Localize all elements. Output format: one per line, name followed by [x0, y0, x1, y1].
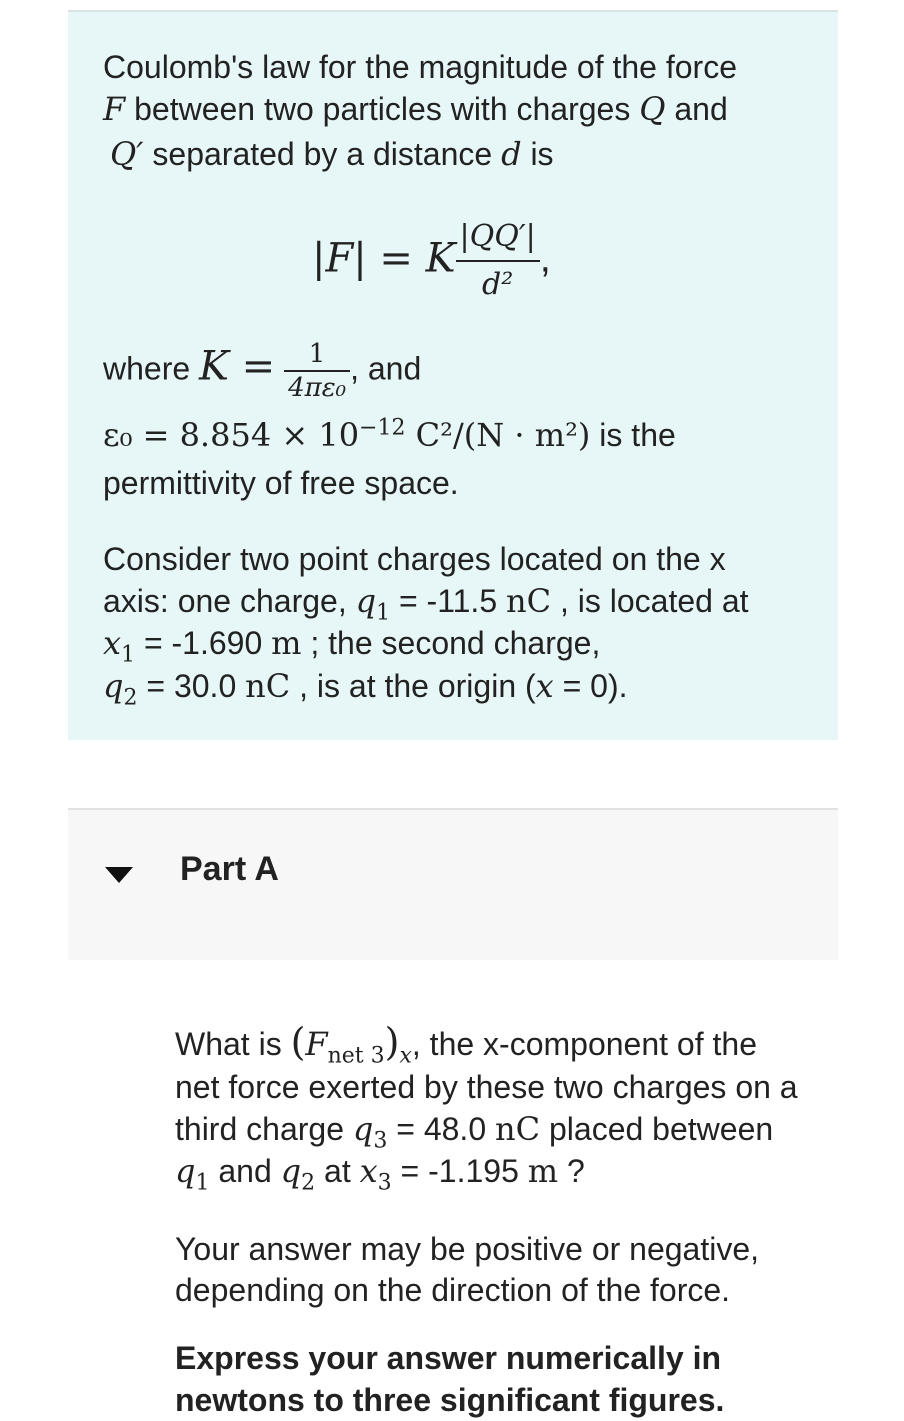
consider-line-2: axis: one charge, $q_1 = -11.5$ nC , is located at [103, 582, 749, 626]
intro-line-1: Coulomb's law for the magnitude of the force [103, 49, 737, 85]
instruction-line-1: Express your answer numerically in [175, 1340, 722, 1376]
coulomb-formula: |F| = K $\frac{|QQ'|}{\text{d²}}$ , [312, 214, 551, 308]
part-title: Part A [180, 850, 279, 888]
question-line-2: net force exerted by these two charges on a [175, 1069, 798, 1105]
question-line-3: third charge $q_3 = 48.0$ nC placed between [175, 1110, 774, 1154]
note-line-2: depending on the direction of the force. [175, 1272, 731, 1308]
question-line-1: What is $(F_{net 3})_x$, the x-component of the [175, 1020, 757, 1069]
question-line-4: $q_1$ and $q_2$ at $x_3 = -1.195$ m ? [175, 1152, 585, 1196]
part-a-header[interactable] [68, 808, 838, 960]
consider-line-1: Consider two point charges located on the x [103, 541, 726, 577]
instruction-line-2: newtons to three significant figures. [175, 1382, 725, 1418]
caret-down-icon[interactable] [105, 867, 133, 883]
permittivity-line: permittivity of free space. [103, 465, 459, 501]
k-definition: where K = $\frac{1}{\text{4πε₀}}$ , and [103, 339, 422, 403]
epsilon-definition: $\varepsilon_0 = 8.854 \times 10^{-12}$ C²/(N · m²) is the [103, 415, 676, 454]
consider-line-4: $q_2 = 30.0$ nC , is at the origin (x = 0). [103, 667, 628, 711]
consider-line-3: $x_1 = -1.690$ m ; the second charge, [103, 624, 601, 668]
intro-line-2: F between two particles with charges Q and [103, 90, 728, 128]
note-line-1: Your answer may be positive or negative, [175, 1231, 760, 1267]
intro-line-3: Q′ separated by a distance d is [110, 135, 554, 173]
